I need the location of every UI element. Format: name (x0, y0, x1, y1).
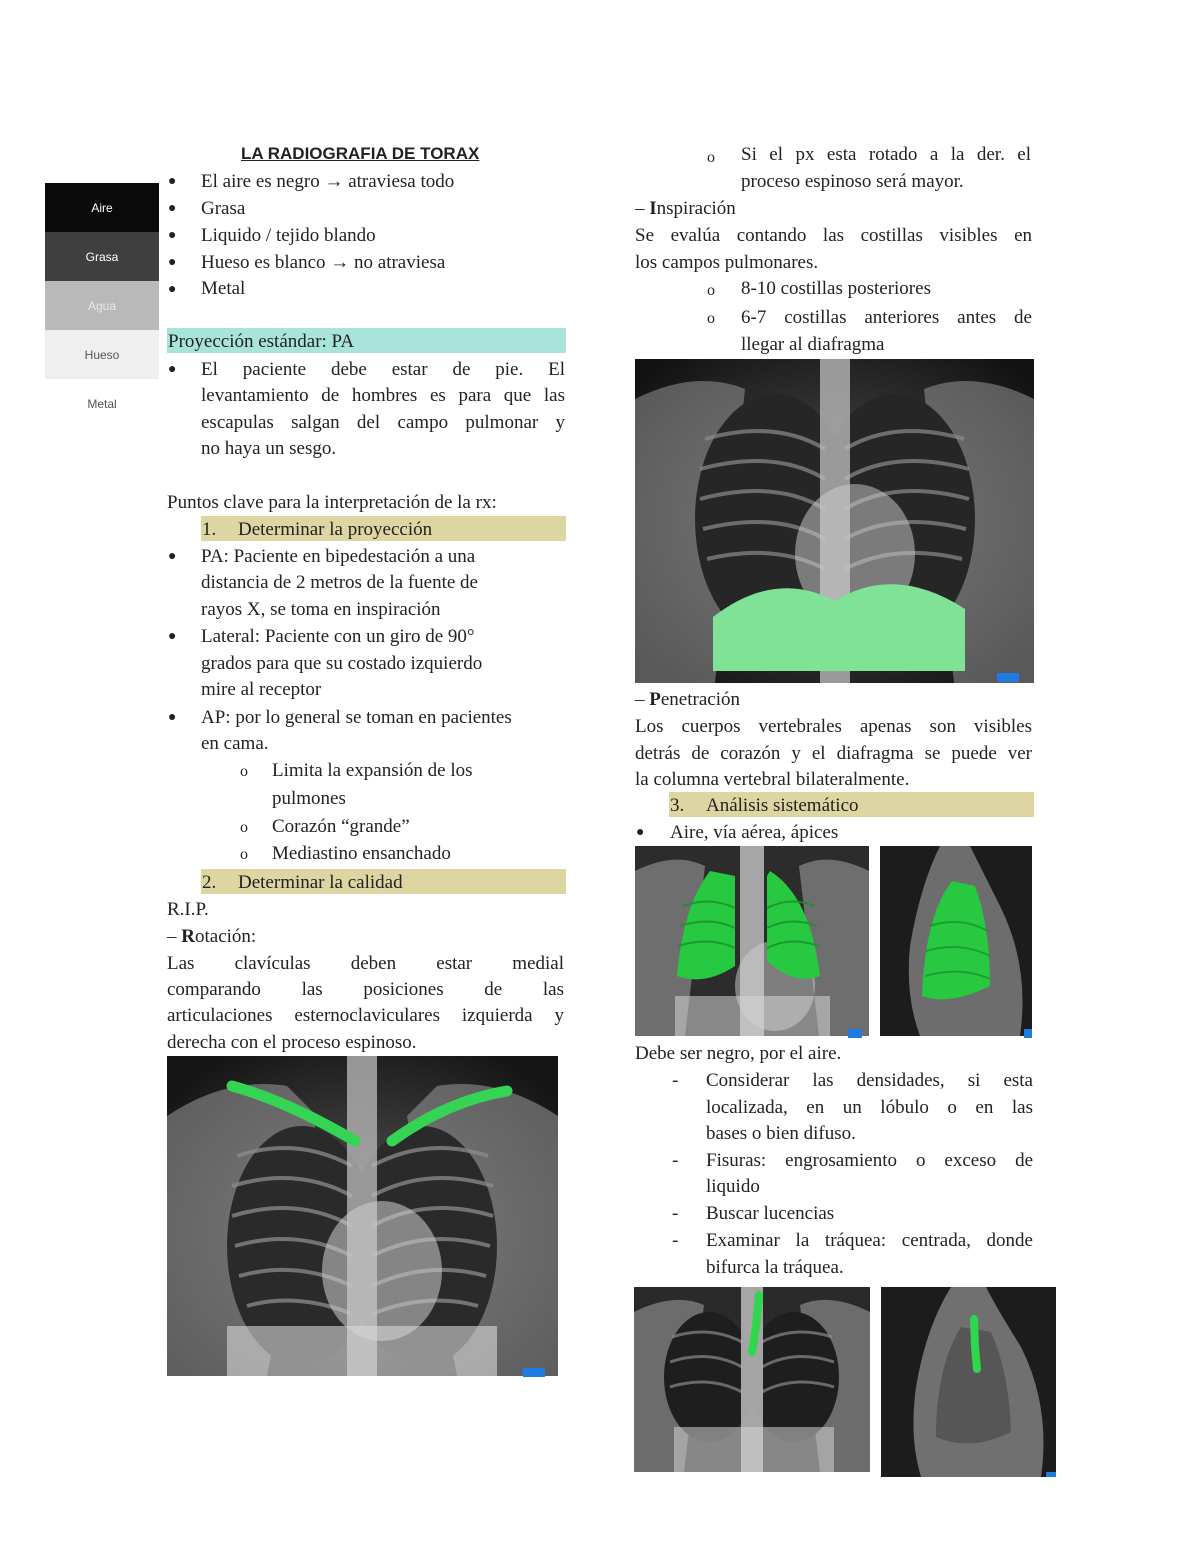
density-item: Grasa (201, 198, 246, 219)
dash-item: Examinar la tráquea: centrada, donde (706, 1230, 1033, 1251)
image-tag (523, 1368, 545, 1377)
density-item: El aire es negro → atraviesa todo (201, 171, 455, 192)
xray-inspiration-image (635, 359, 1034, 683)
density-scale-aire (45, 183, 159, 232)
ap-text: AP: por lo general se toman en pacientes (201, 707, 512, 728)
ap-sub-item: Corazón “grande” (272, 816, 410, 837)
dash-marker: - (672, 1203, 679, 1224)
inspiration-heading (635, 195, 736, 222)
bullet-icon: ● (168, 549, 177, 564)
rotation-text: derecha con el proceso espinoso. (167, 1032, 417, 1053)
bullet-icon: ● (168, 629, 177, 644)
image-tag (1024, 1029, 1032, 1038)
dash-item: Considerar las densidades, si esta (706, 1070, 1033, 1091)
sub-marker: o (240, 819, 248, 836)
density-scale-metal (45, 379, 159, 428)
step2-number: 2. (202, 872, 217, 893)
density-scale-grasa (45, 232, 159, 281)
penetration-initial: P (649, 689, 661, 710)
density-item: Hueso es blanco → no atraviesa (201, 252, 446, 273)
airway-text: Aire, vía aérea, ápices (670, 822, 839, 843)
xray-lungs-lateral-image (880, 846, 1032, 1036)
xray-clavicles-image (167, 1056, 558, 1376)
image-tag (848, 1029, 862, 1038)
rip-label: R.I.P. (167, 899, 209, 920)
dash-item: localizada, en un lóbulo o en las (706, 1097, 1033, 1118)
key-points-heading: Puntos clave para la interpretación de la rx: (167, 492, 497, 513)
step1-label: Determinar la proyección (238, 519, 433, 540)
rotation-text: articulaciones esternoclaviculares izquierda y (167, 1005, 564, 1026)
rib-item: 8-10 costillas posteriores (741, 278, 931, 299)
penetration-text: detrás de corazón y el diafragma se puede ver (635, 743, 1032, 764)
penetration-text: Los cuerpos vertebrales apenas son visibles (635, 716, 1032, 737)
bullet-icon: ● (168, 282, 177, 297)
projection-text: levantamiento de hombres es para que las (201, 385, 565, 406)
projection-text: El paciente debe estar de pie. El (201, 359, 565, 380)
sub-marker: o (240, 763, 248, 780)
rib-item: llegar al diafragma (741, 334, 885, 355)
projection-text: no haya un sesgo. (201, 438, 337, 459)
sub-marker: o (707, 282, 715, 299)
rotation-initial: R (181, 926, 195, 947)
dash-item: bifurca la tráquea. (706, 1257, 844, 1278)
dash-marker: - (672, 1150, 679, 1171)
lateral-text: Lateral: Paciente con un giro de 90° (201, 626, 475, 647)
dash: – (167, 926, 177, 947)
step3-label: Análisis sistemático (706, 795, 859, 816)
sub-marker: o (707, 149, 715, 166)
dash-item: Fisuras: engrosamiento o exceso de (706, 1150, 1033, 1171)
rotation-rest: otación: (194, 926, 257, 947)
page-title: LA RADIOGRAFIA DE TORAX (241, 144, 480, 163)
penetration-heading (635, 686, 740, 713)
dash: – (635, 689, 645, 710)
bullet-icon: ● (168, 201, 177, 216)
inspiration-text: Se evalúa contando las costillas visibles en (635, 225, 1032, 246)
inspiration-text: los campos pulmonares. (635, 252, 819, 273)
density-scale-agua (45, 281, 159, 330)
ap-sub-item: Mediastino ensanchado (272, 843, 451, 864)
lateral-text: grados para que su costado izquierdo (201, 653, 483, 674)
density-scale-hueso (45, 330, 159, 379)
density-label: Aire (91, 200, 113, 215)
rotation-text: Las clavículas deben estar medial (167, 953, 564, 974)
bullet-icon: ● (168, 174, 177, 189)
bullet-icon: ● (636, 825, 645, 840)
dash-item: Buscar lucencias (706, 1203, 835, 1224)
penetration-text: la columna vertebral bilateralmente. (635, 769, 910, 790)
density-item: Metal (201, 278, 246, 299)
bullet-icon: ● (168, 362, 177, 377)
rotated-text: Si el px esta rotado a la der. el (741, 144, 1031, 165)
inspiration-rest: nspiración (656, 198, 736, 219)
ap-sub-item: pulmones (272, 788, 346, 809)
bullet-icon: ● (168, 710, 177, 725)
lateral-text: mire al receptor (201, 679, 322, 700)
image-tag (997, 673, 1019, 682)
projection-heading: Proyección estándar: PA (168, 331, 355, 352)
rotated-text: proceso espinoso será mayor. (741, 171, 964, 192)
density-label: Hueso (84, 347, 120, 362)
xray-trachea-lateral-image (881, 1287, 1056, 1477)
xray-trachea-pa-image (634, 1287, 870, 1472)
density-item: Liquido / tejido blando (201, 225, 376, 246)
bullet-icon: ● (168, 255, 177, 270)
dash: – (635, 198, 645, 219)
dash-marker: - (672, 1070, 679, 1091)
rotation-heading (167, 923, 256, 950)
ap-text: en cama. (201, 733, 269, 754)
bullet-icon: ● (168, 228, 177, 243)
projection-text: escapulas salgan del campo pulmonar y (201, 412, 565, 433)
ap-sub-item: Limita la expansión de los (272, 760, 473, 781)
step1-number: 1. (202, 519, 217, 540)
dash-marker: - (672, 1230, 679, 1251)
pa-text: distancia de 2 metros de la fuente de (201, 572, 478, 593)
density-label: Metal (87, 396, 117, 411)
pa-text: rayos X, se toma en inspiración (201, 599, 441, 620)
step3-number: 3. (670, 795, 685, 816)
dash-item: liquido (706, 1176, 760, 1197)
step2-label: Determinar la calidad (238, 872, 403, 893)
penetration-rest: enetración (660, 689, 740, 710)
inspiration-initial: I (649, 198, 657, 219)
density-label: Grasa (85, 249, 119, 264)
density-label: Agua (87, 298, 117, 313)
xray-lungs-pa-image (635, 846, 869, 1036)
dash-item: bases o bien difuso. (706, 1123, 856, 1144)
rotation-text: comparando las posiciones de las (167, 979, 564, 1000)
rib-item: 6-7 costillas anteriores antes de (741, 307, 1032, 328)
sub-marker: o (707, 310, 715, 327)
sub-marker: o (240, 846, 248, 863)
pa-text: PA: Paciente en bipedestación a una (201, 546, 476, 567)
black-air-text: Debe ser negro, por el aire. (635, 1043, 842, 1064)
image-tag (1046, 1472, 1056, 1477)
